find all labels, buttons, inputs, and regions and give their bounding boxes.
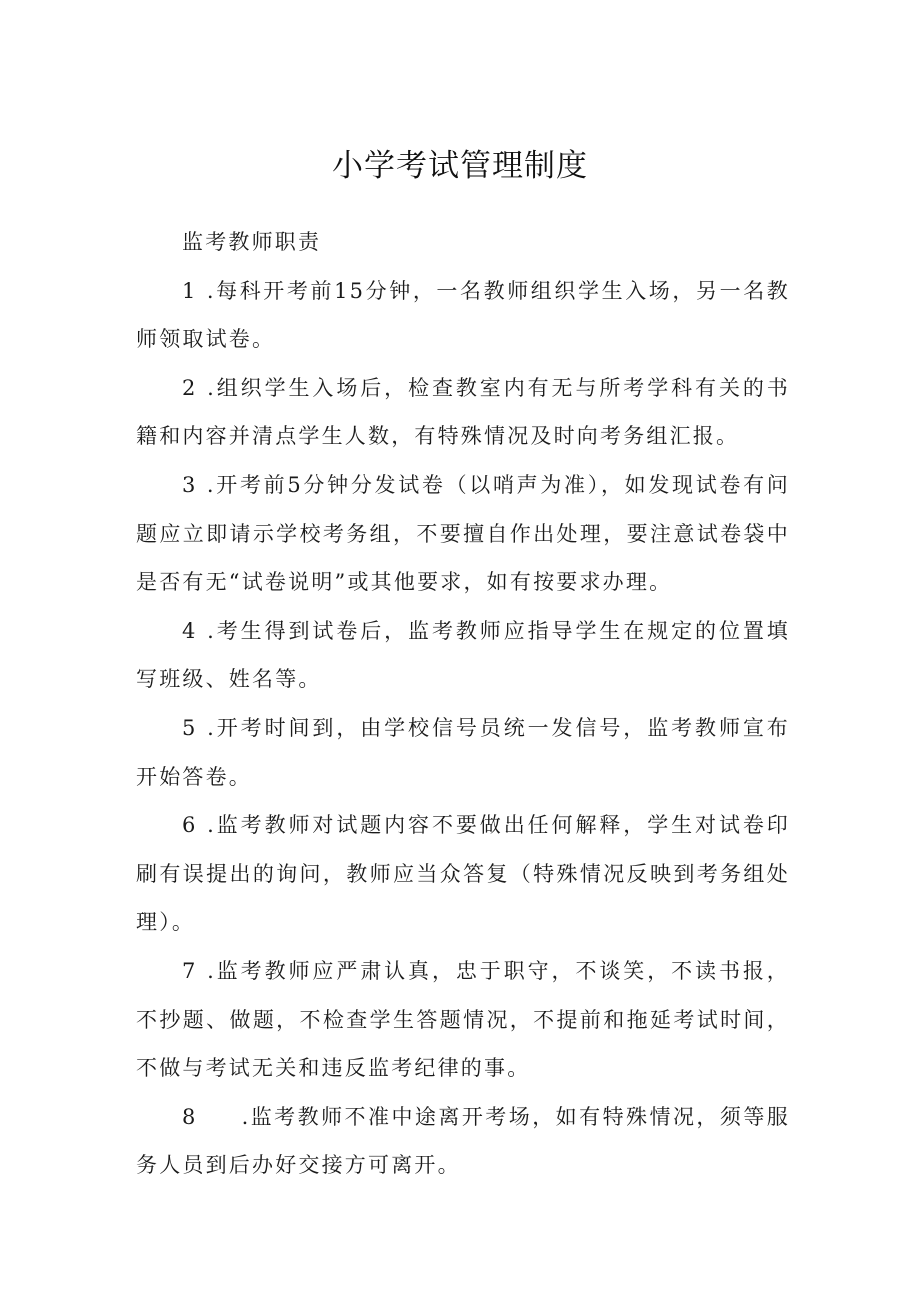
item-number: 6 bbox=[182, 813, 198, 838]
document-title: 小学考试管理制度 bbox=[332, 148, 588, 184]
item-number: 4 bbox=[182, 618, 198, 643]
item-text: .监考教师应严肃认真，忠于职守，不谈笑，不读书报，不抄题、做题，不检查学生答题情况，不提前和拖延考试时间，不做与考试无关和违反监考纪律的事。 bbox=[136, 958, 790, 1081]
item-number: 8 bbox=[182, 1104, 198, 1129]
item-text: .监考教师对试题内容不要做出任何解释，学生对试卷印刷有误提出的询问，教师应当众答复（特殊情况反映到考务组处理）。 bbox=[136, 813, 790, 935]
item-text: .考生得到试卷后，监考教师应指导学生在规定的位置填写班级、姓名等。 bbox=[136, 618, 790, 692]
list-item bbox=[136, 1093, 790, 1190]
item-number: 3 bbox=[182, 472, 198, 497]
section-heading: 监考教师职责 bbox=[182, 230, 322, 254]
document-body bbox=[136, 218, 790, 1190]
item-text: .开考时间到，由学校信号员统一发信号，监考教师宣布开始答卷。 bbox=[136, 715, 790, 789]
list-item bbox=[136, 801, 790, 947]
list-item bbox=[136, 461, 790, 607]
list-item bbox=[136, 267, 790, 364]
item-text: .监考教师不准中途离开考场，如有特殊情况，须等服务人员到后办好交接方可离开。 bbox=[136, 1104, 790, 1178]
list-item bbox=[136, 364, 790, 461]
list-item bbox=[136, 704, 790, 801]
list-item bbox=[136, 947, 790, 1093]
item-text: .开考前5分钟分发试卷（以哨声为准），如发现试卷有问题应立即请示学校考务组，不要擅自作出处理，要注意试卷袋中是否有无“试卷说明”或其他要求，如有按要求办理。 bbox=[136, 472, 790, 595]
item-number: 1 bbox=[182, 278, 198, 303]
item-number: 5 bbox=[182, 715, 198, 740]
item-text: .组织学生入场后，检查教室内有无与所考学科有关的书籍和内容并清点学生人数，有特殊情况及时向考务组汇报。 bbox=[136, 375, 790, 449]
list-item bbox=[136, 607, 790, 704]
item-text: .每科开考前15分钟，一名教师组织学生入场，另一名教师领取试卷。 bbox=[136, 278, 790, 352]
item-number: 2 bbox=[182, 375, 198, 400]
item-number: 7 bbox=[182, 958, 198, 983]
